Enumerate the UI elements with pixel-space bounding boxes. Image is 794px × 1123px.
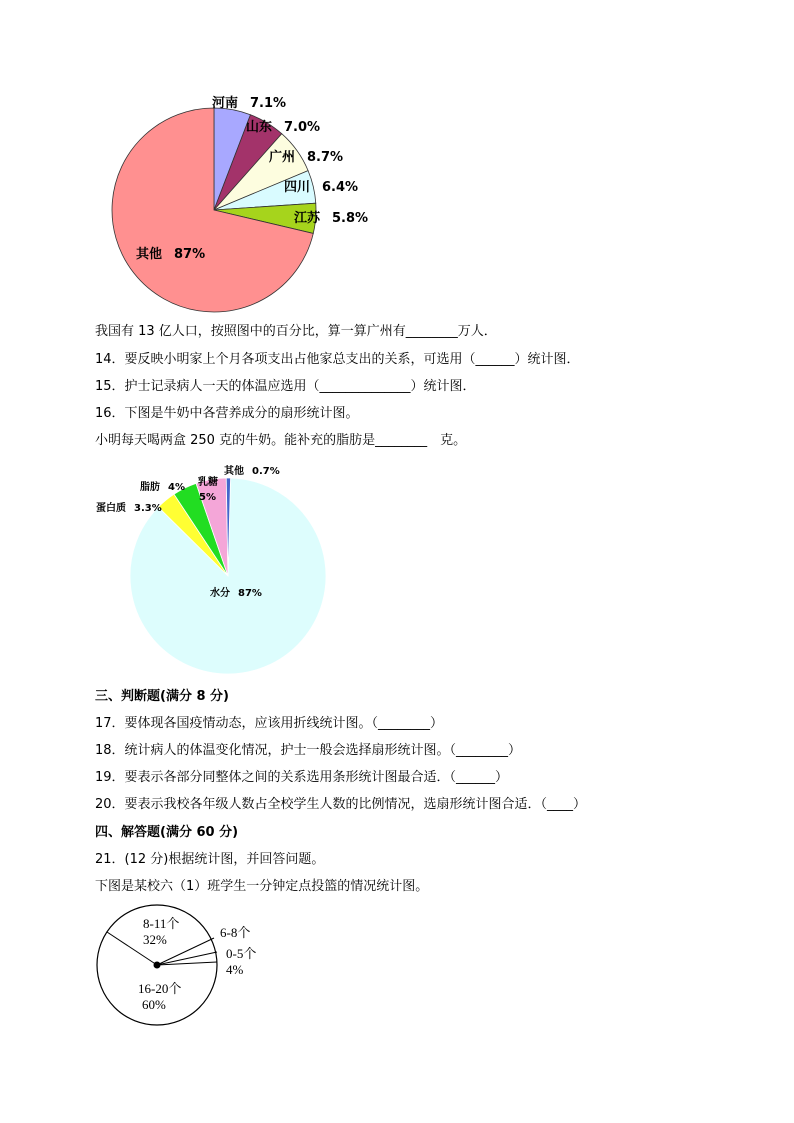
- question-13-text: 我国有 13 亿人口，按照图中的百分比，算一算广州有________万人．: [95, 324, 497, 339]
- question-19: 19．要表示各部分同整体之间的关系选用条形统计图最合适．（______）: [95, 770, 509, 785]
- question-16-detail: 小明每天喝两盒 250 克的牛奶。能补充的脂肪是________ 克。: [95, 433, 467, 448]
- question-21: 21．(12 分)根据统计图，并回答问题。: [95, 852, 325, 867]
- question-17: 17．要体现各国疫情动态，应该用折线统计图。（________）: [95, 716, 444, 731]
- label-8-11: 8-11个: [143, 916, 180, 931]
- question-18: 18．统计病人的体温变化情况，护士一般会选择扇形统计图。（________）: [95, 743, 522, 758]
- label-8-11-pct: 32%: [143, 932, 167, 947]
- label-sichuan: 四川 6.4%: [284, 180, 359, 195]
- label-lactose: 乳糖: [198, 477, 218, 488]
- label-henan: 河南 7.1%: [212, 96, 287, 111]
- label-16-20: 16-20个: [138, 981, 182, 996]
- question-16: 16．下图是牛奶中各营养成分的扇形统计图。: [95, 406, 359, 421]
- label-shandong: 山东 7.0%: [246, 120, 321, 135]
- label-0-5-pct: 4%: [226, 962, 244, 977]
- province-population-pie-chart: [100, 90, 400, 320]
- section-4-title: 四、解答题(满分 60 分): [95, 825, 239, 840]
- section-3-title: 三、判断题(满分 8 分): [95, 689, 229, 704]
- label-other-nutrient: 其他 0.7%: [224, 466, 280, 477]
- label-16-20-pct: 60%: [142, 997, 166, 1012]
- basketball-shooting-pie-chart: [90, 900, 280, 1032]
- label-jiangsu: 江苏 5.8%: [294, 211, 369, 226]
- label-water: 水分 87%: [210, 588, 262, 599]
- pie3-center-dot: [154, 962, 161, 969]
- milk-nutrients-pie-chart: [90, 460, 350, 685]
- label-6-8: 6-8个: [220, 925, 251, 940]
- label-fat: 脂肪 4%: [140, 482, 185, 493]
- label-other: 其他 87%: [136, 247, 206, 262]
- label-protein: 蛋白质 3.3%: [96, 503, 162, 514]
- label-lactose-value: 5%: [199, 492, 216, 503]
- question-21-detail: 下图是某校六（1）班学生一分钟定点投篮的情况统计图。: [95, 879, 429, 894]
- label-0-5: 0-5个: [226, 946, 257, 961]
- label-guangzhou: 广州 8.7%: [269, 150, 344, 165]
- question-14: 14．要反映小明家上个月各项支出占他家总支出的关系，可选用（______）统计图．: [95, 352, 580, 367]
- question-15: 15．护士记录病人一天的体温应选用（______________）统计图．: [95, 379, 476, 394]
- question-20: 20．要表示我校各年级人数占全校学生人数的比例情况，选扇形统计图合适．（____）: [95, 797, 587, 812]
